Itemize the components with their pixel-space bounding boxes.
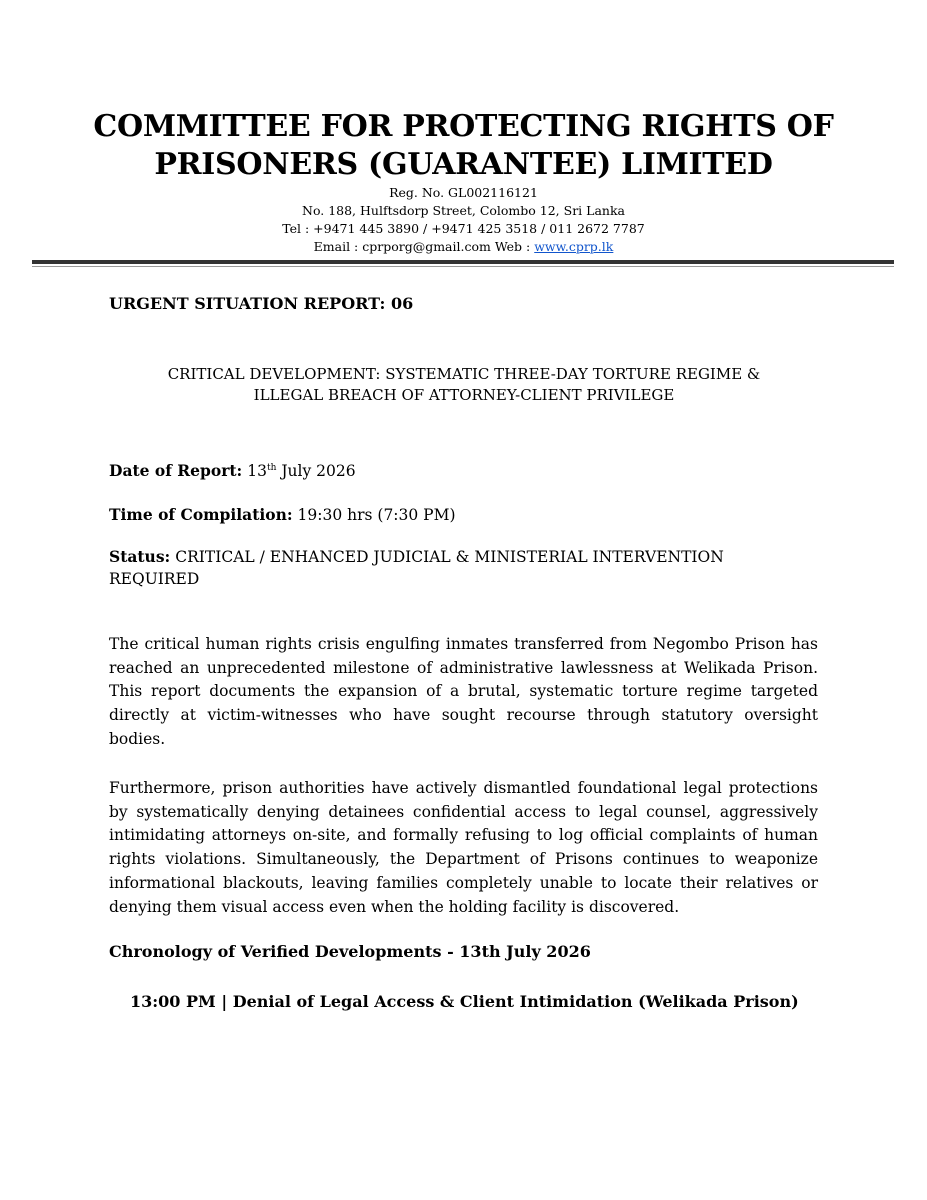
status [109,546,789,590]
status-label: Status: [109,547,171,566]
chronology-heading: Chronology of Verified Developments - 13th July 2026 [109,942,591,961]
date-of-report [109,460,819,482]
body-paragraph-1: The critical human rights crisis engulfing inmates transferred from Negombo Prison has reached an unprecedented milestone of administrative lawlessness at Welikada Prison. This report documents the expansion of a brutal, systematic torture regime targeted directly at victim-witnesses who have sought recourse through statutory oversight bodies. [109,635,818,748]
headline-line1: CRITICAL DEVELOPMENT: SYSTEMATIC THREE-DAY TORTURE REGIME & [167,365,761,383]
body-paragraph-2: Furthermore, prison authorities have actively dismantled foundational legal protections by systematically denying detainees confidential access to legal counsel, aggressively intimidating attorneys on-site, and formally refusing to log official complaints of human rights violations. Simultaneously, the Department of Prisons continues to weaponize informational blackouts, leaving families completely unable to locate their relatives or denying them visual access even when the holding facility is discovered. [109,779,818,916]
telephone: Tel : +9471 445 3890 / +9471 425 3518 / 011 2672 7787 [282,221,645,236]
email-web-line [0,238,927,256]
org-name-line1: COMMITTEE FOR PROTECTING RIGHTS OF [93,109,834,144]
registration-number: Reg. No. GL002116121 [389,185,538,200]
org-name-line2: PRISONERS (GUARANTEE) LIMITED [154,147,773,182]
date-day: 13 [247,462,267,480]
time-label: Time of Compilation: [109,505,293,524]
website-link[interactable]: www.cprp.lk [534,239,614,254]
report-title: URGENT SITUATION REPORT: 06 [109,294,414,313]
date-rest: July 2026 [281,462,356,480]
contact-block [0,184,927,256]
report-headline [109,364,819,406]
time-value: 19:30 hrs (7:30 PM) [297,506,456,524]
header-divider-thin [32,266,894,267]
date-suffix: th [266,462,277,473]
address: No. 188, Hulftsdorp Street, Colombo 12, Sri Lanka [302,203,625,218]
letterhead [0,108,927,256]
status-value: CRITICAL / ENHANCED JUDICIAL & MINISTERIAL INTERVENTION REQUIRED [109,548,724,588]
date-label: Date of Report: [109,461,243,480]
headline-line2: ILLEGAL BREACH OF ATTORNEY-CLIENT PRIVILEGE [253,386,675,404]
email-text: Email : cprporg@gmail.com Web : [313,239,535,254]
chronology-entry-1: 13:00 PM | Denial of Legal Access & Client Intimidation (Welikada Prison) [130,992,799,1011]
time-of-compilation [109,504,819,526]
header-divider [32,260,894,264]
organization-name [0,108,927,184]
